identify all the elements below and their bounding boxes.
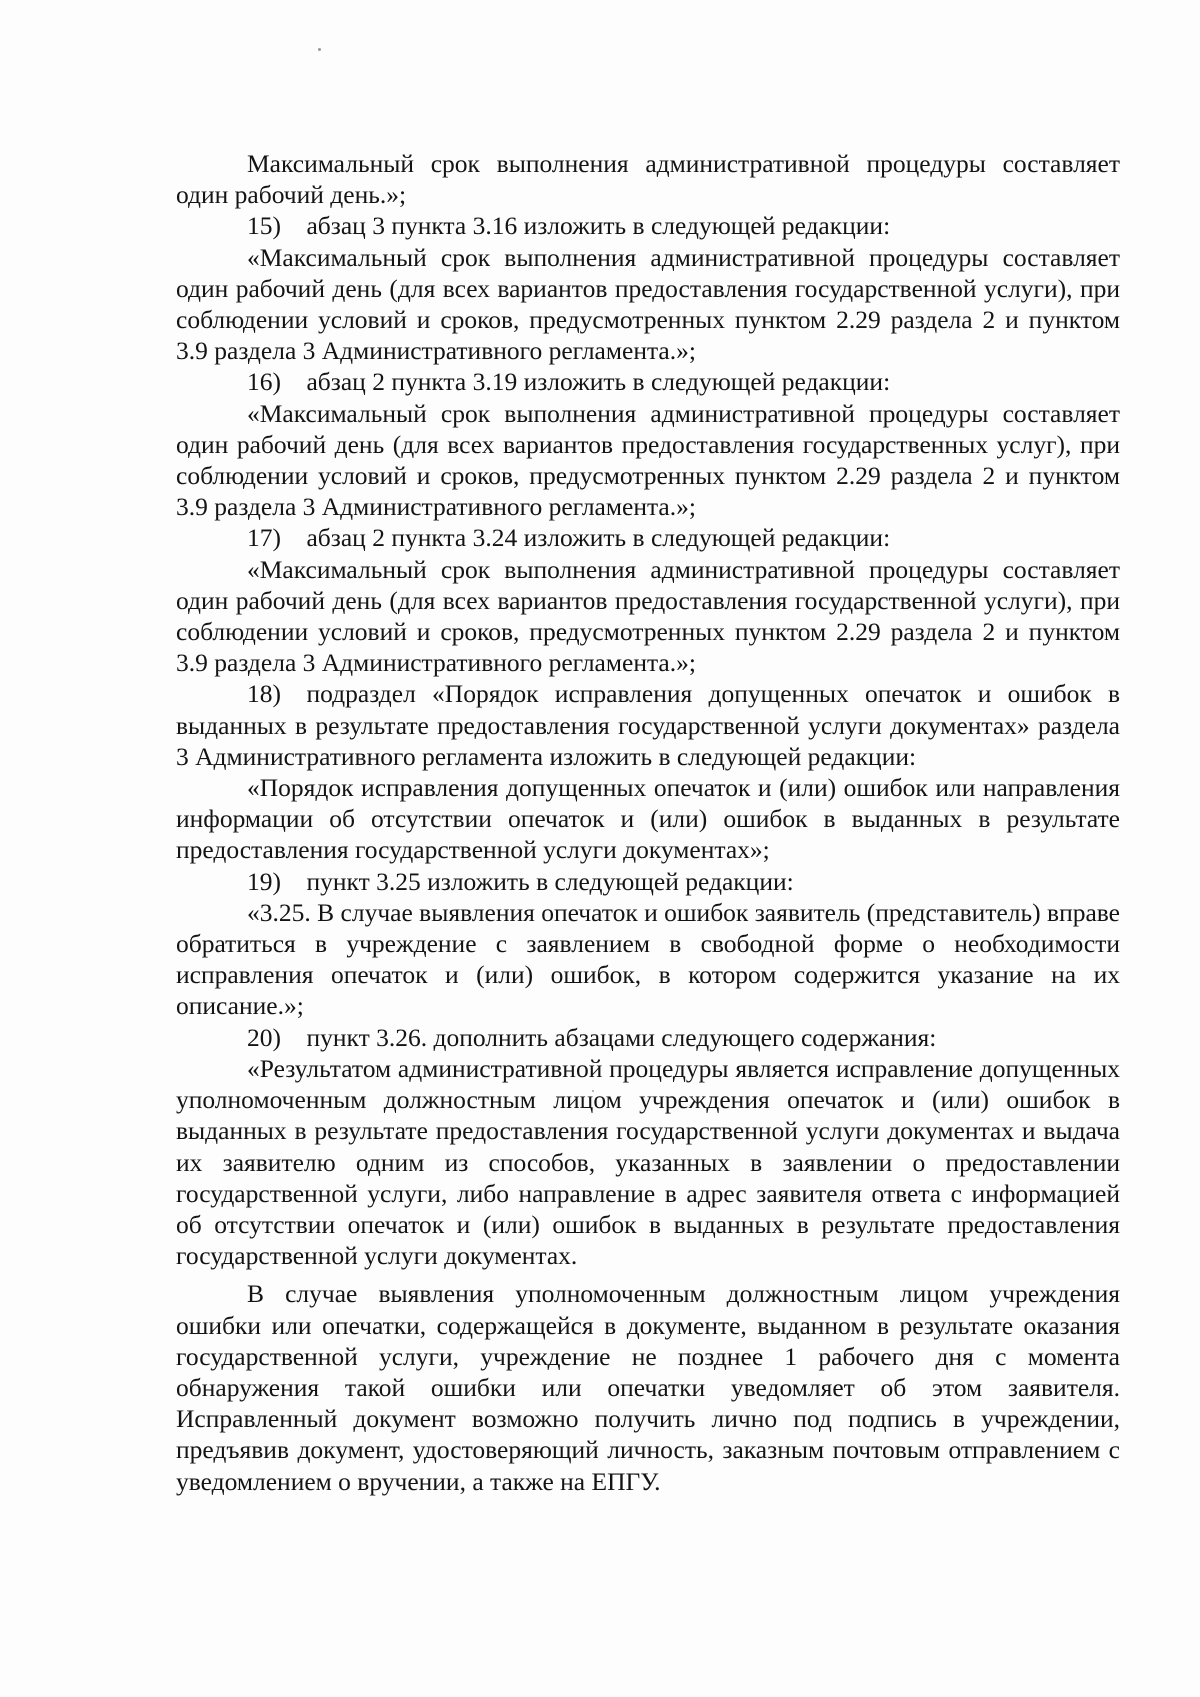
paragraph: Максимальный срок выполнения административной процедуры составляет один рабочий день.»; — [176, 149, 1120, 210]
paragraph: «3.25. В случае выявления опечаток и ошибок заявитель (представитель) вправе обратиться в учреждение с заявлением в свободной форме о необходимости исправления опечаток и (или) ошибок, в котором содержится указание на их описание.»; — [176, 897, 1120, 1021]
list-item-20: 20) пункт 3.26. дополнить абзацами следующего содержания: — [247, 1022, 937, 1052]
list-item-18: 18) подраздел «Порядок исправления допущенных опечаток и ошибок в выданных в результате предоставления государственной услуги документах» раздела 3 Административного регламента изложить в следующей редакции: — [176, 679, 1120, 771]
list-item-16: 16) абзац 2 пункта 3.19 изложить в следующей редакции: — [247, 367, 891, 397]
paragraph: «Результатом административной процедуры является исправление допущенных уполномоченным должностным лицом учреждения опечаток и (или) ошибок в выданных в результате предоставления государственной услуги документах и выдача их заявителю одним из способов, указанных в заявлении о предоставлении государственной услуги, либо направление в адрес заявителя ответа с информацией об отсутствии опечаток и (или) ошибок в выданных в результате предоставления государственной услуги документах. — [176, 1053, 1120, 1271]
paragraph: «Максимальный срок выполнения административной процедуры составляет один рабочий день (для всех вариантов предоставления государственной услуги), при соблюдении условий и сроков, предусмотренных пунктом 2.29 раздела 2 и пунктом 3.9 раздела 3 Административного регламента.»; — [176, 242, 1120, 366]
paragraph: «Порядок исправления допущенных опечаток и (или) ошибок или направления информации об отсутствии опечаток и (или) ошибок в выданных в результате предоставления государственной услуги документах»; — [176, 773, 1120, 865]
paragraph: «Максимальный срок выполнения административной процедуры составляет один рабочий день (для всех вариантов предоставления государственных услуг), при соблюдении условий и сроков, предусмотренных пунктом 2.29 раздела 2 и пунктом 3.9 раздела 3 Административного регламента.»; — [176, 398, 1120, 522]
list-item-17: 17) абзац 2 пункта 3.24 изложить в следующей редакции: — [247, 523, 891, 553]
list-item-19: 19) пункт 3.25 изложить в следующей редакции: — [247, 866, 794, 896]
list-item-15: 15) абзац 3 пункта 3.16 изложить в следующей редакции: — [247, 211, 891, 241]
paragraph: «Максимальный срок выполнения административной процедуры составляет один рабочий день (для всех вариантов предоставления государственной услуги), при соблюдении условий и сроков, предусмотренных пунктом 2.29 раздела 2 и пунктом 3.9 раздела 3 Административного регламента.»; — [176, 554, 1120, 678]
document-body — [176, 148, 1120, 1497]
paragraph: В случае выявления уполномоченным должностным лицом учреждения ошибки или опечатки, содержащейся в документе, выданном в результате оказания государственной услуги, учреждение не позднее 1 рабочего дня с момента обнаружения такой ошибки или опечатки уведомляет об этом заявителя. Исправленный документ возможно получить лично под подпись в учреждении, предъявив документ, удостоверяющий личность, заказным почтовым отправлением с уведомлением о вручении, а также на ЕПГУ. — [176, 1279, 1120, 1496]
scan-speck — [318, 48, 321, 51]
